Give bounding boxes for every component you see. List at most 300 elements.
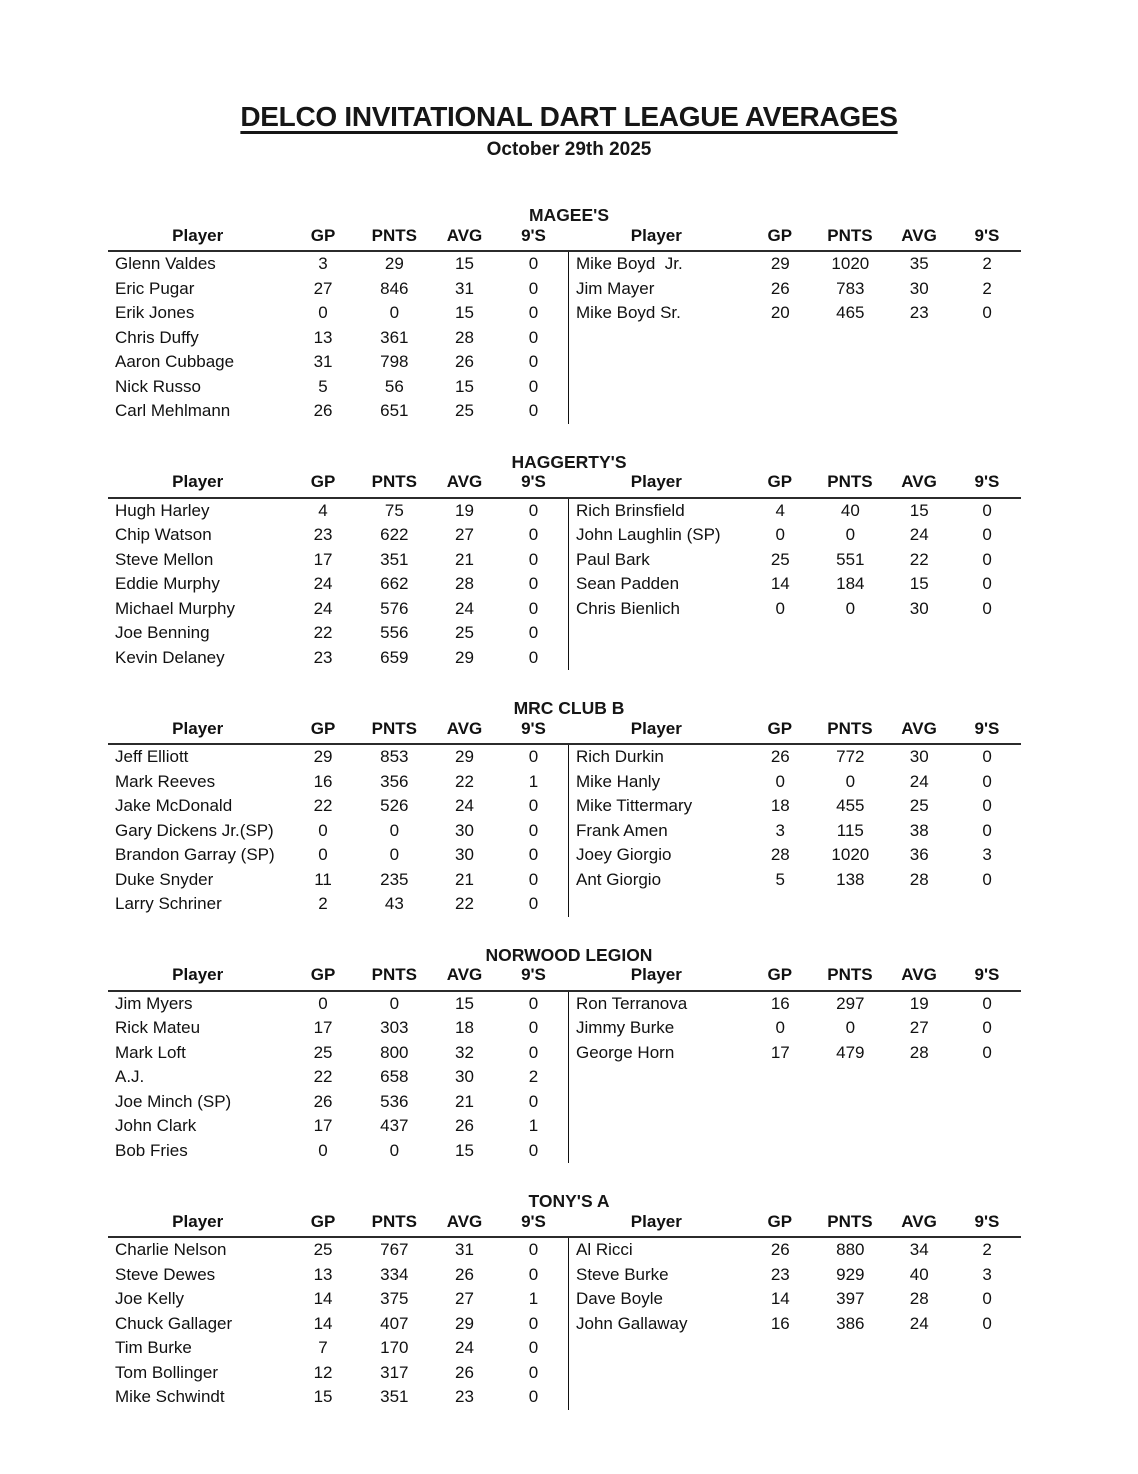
stat-pnts: 351	[380, 1387, 409, 1406]
player-name: Brandon Garray (SP)	[115, 845, 275, 864]
stat-9s: 2	[528, 1067, 539, 1086]
stat-pnts: 75	[384, 500, 404, 520]
stat-9s: 0	[982, 549, 992, 569]
stat-avg: 15	[455, 254, 474, 273]
player-row	[108, 301, 568, 326]
stat-pnts: 43	[384, 894, 404, 913]
player-row	[569, 868, 1021, 893]
stat-9s: 0	[528, 352, 539, 371]
stat-pnts: 407	[380, 1313, 409, 1333]
stat-avg: 15	[455, 1140, 474, 1160]
stat-pnts: 56	[384, 376, 404, 396]
stat-9s: 0	[982, 993, 992, 1013]
stat-pnts: 0	[389, 303, 400, 322]
column-header-player: Player	[630, 472, 682, 491]
column-header-9s: 9'S	[974, 965, 1000, 984]
stat-pnts: 0	[389, 845, 400, 864]
stat-pnts: 40	[840, 500, 860, 520]
player-name: Ron Terranova	[576, 993, 688, 1013]
stat-pnts: 375	[380, 1289, 409, 1308]
stat-pnts: 465	[836, 303, 865, 322]
player-name: Steve Mellon	[115, 549, 214, 569]
stat-pnts: 455	[836, 796, 865, 815]
stat-gp: 28	[770, 845, 790, 864]
player-name: Erik Jones	[115, 303, 195, 322]
stat-pnts: 170	[380, 1338, 409, 1357]
table-rows	[568, 252, 1021, 424]
stat-gp: 13	[313, 327, 333, 347]
stat-avg: 32	[455, 1042, 474, 1062]
table-header-row	[568, 225, 1021, 252]
left-table	[108, 1211, 568, 1410]
stat-avg: 22	[455, 894, 474, 913]
player-row	[108, 1263, 568, 1288]
player-row	[569, 1016, 1021, 1041]
stat-9s: 1	[528, 1289, 539, 1308]
stat-pnts: 1020	[831, 845, 870, 864]
stat-avg: 24	[455, 1338, 474, 1357]
stat-9s: 0	[528, 1018, 539, 1037]
stat-avg: 30	[909, 747, 929, 766]
stat-9s: 0	[528, 647, 539, 667]
table-rows	[568, 1238, 1021, 1410]
stat-9s: 0	[982, 525, 992, 544]
column-header-gp: GP	[310, 225, 336, 245]
stat-9s: 0	[528, 376, 539, 396]
player-row	[108, 1287, 568, 1312]
player-row	[108, 1065, 568, 1090]
stat-gp: 3	[318, 254, 328, 273]
stat-gp: 27	[313, 278, 333, 298]
player-name: Kevin Delaney	[115, 647, 225, 667]
stat-gp: 17	[313, 1116, 333, 1135]
stat-9s: 0	[528, 598, 539, 618]
table-rows	[568, 992, 1021, 1164]
player-row	[569, 745, 1021, 770]
player-name: A.J.	[115, 1067, 145, 1086]
stat-gp: 13	[313, 1264, 333, 1284]
stat-gp: 11	[314, 869, 332, 889]
player-name: Jim Mayer	[576, 278, 655, 298]
stat-9s: 3	[982, 1264, 992, 1284]
player-row	[108, 868, 568, 893]
player-name: Mike Boyd Sr.	[576, 303, 681, 322]
player-row	[108, 1090, 568, 1115]
stat-avg: 27	[455, 1289, 474, 1308]
stat-9s: 2	[982, 278, 992, 298]
player-name: Mike Schwindt	[115, 1387, 225, 1406]
stat-gp: 25	[313, 1240, 333, 1259]
player-name: Eric Pugar	[115, 278, 195, 298]
player-name: Sean Padden	[576, 574, 680, 593]
stat-avg: 28	[909, 1289, 929, 1308]
stat-pnts: 297	[836, 993, 865, 1013]
player-row	[108, 1385, 568, 1410]
player-name: Mike Boyd Jr.	[576, 254, 683, 273]
column-header-player: Player	[172, 965, 224, 984]
column-header-player: Player	[172, 472, 224, 491]
section-title: HAGGERTY'S	[511, 451, 627, 472]
stat-9s: 0	[528, 1264, 539, 1284]
stat-gp: 5	[318, 376, 328, 396]
player-row	[108, 277, 568, 302]
stat-pnts: 0	[389, 1140, 400, 1160]
averages-table	[108, 1211, 1021, 1410]
stat-9s: 0	[528, 327, 539, 347]
player-row	[569, 1312, 1021, 1337]
stat-9s: 0	[528, 845, 539, 864]
player-row	[108, 375, 568, 400]
player-name: Ant Giorgio	[576, 869, 662, 889]
stat-gp: 18	[770, 796, 790, 815]
stat-avg: 27	[909, 1018, 929, 1037]
stat-9s: 0	[982, 500, 992, 520]
stat-pnts: 29	[384, 254, 404, 273]
stat-gp: 14	[313, 1313, 333, 1333]
stat-9s: 0	[528, 796, 539, 815]
stat-pnts: 361	[380, 327, 409, 347]
table-rows	[108, 499, 568, 671]
stat-pnts: 479	[836, 1042, 865, 1062]
table-rows	[108, 992, 568, 1164]
player-row	[569, 770, 1021, 795]
player-row	[108, 1336, 568, 1361]
stat-9s: 0	[982, 303, 992, 322]
stat-9s: 0	[528, 401, 539, 420]
stat-9s: 0	[528, 869, 539, 889]
stat-pnts: 0	[845, 1018, 856, 1037]
stat-pnts: 0	[845, 598, 856, 618]
player-row	[569, 992, 1021, 1017]
column-header-avg: AVG	[446, 1211, 483, 1231]
stat-9s: 0	[982, 598, 992, 618]
stat-pnts: 622	[380, 525, 409, 544]
stat-avg: 36	[909, 845, 929, 864]
player-name: Joe Minch (SP)	[115, 1091, 232, 1111]
stat-avg: 35	[909, 254, 929, 273]
stat-avg: 15	[909, 574, 929, 593]
table-header-row	[108, 225, 568, 252]
column-header-player: Player	[630, 225, 682, 245]
stat-9s: 0	[982, 820, 992, 840]
stat-avg: 26	[455, 1264, 474, 1284]
stat-9s: 0	[528, 1338, 539, 1357]
league-section	[0, 206, 1138, 424]
column-header-gp: GP	[310, 1211, 336, 1231]
stat-avg: 22	[909, 549, 929, 569]
stat-avg: 31	[455, 1240, 474, 1259]
player-row	[569, 843, 1021, 868]
stat-gp: 26	[770, 278, 790, 298]
table-header-row	[108, 718, 568, 745]
stat-pnts: 853	[380, 747, 409, 766]
column-header-pnts: PNTS	[827, 472, 873, 491]
column-header-avg: AVG	[446, 718, 483, 738]
table-header-row	[108, 1211, 568, 1238]
stat-9s: 2	[982, 1240, 992, 1259]
right-table	[568, 1211, 1021, 1410]
column-header-avg: AVG	[901, 1211, 937, 1231]
player-name: Rick Mateu	[115, 1018, 201, 1037]
stat-pnts: 235	[380, 869, 409, 889]
column-header-avg: AVG	[901, 718, 937, 738]
stat-gp: 14	[770, 574, 790, 593]
stat-gp: 16	[770, 1313, 790, 1333]
averages-table	[108, 965, 1021, 1164]
player-row	[108, 1016, 568, 1041]
player-name: Joey Giorgio	[576, 845, 672, 864]
player-name: Hugh Harley	[115, 500, 210, 520]
stat-9s: 0	[528, 549, 539, 569]
stat-pnts: 800	[380, 1042, 409, 1062]
player-row	[108, 499, 568, 524]
player-row	[108, 1041, 568, 1066]
stat-9s: 0	[982, 1018, 992, 1037]
stat-gp: 26	[313, 1091, 333, 1111]
player-name: Joe Benning	[115, 623, 210, 642]
column-header-pnts: PNTS	[371, 472, 417, 491]
stat-gp: 24	[313, 598, 333, 618]
player-name: Chris Duffy	[115, 327, 199, 347]
player-row	[569, 1238, 1021, 1263]
column-header-player: Player	[172, 225, 224, 245]
column-header-9s: 9'S	[974, 1211, 1000, 1231]
stat-9s: 0	[982, 574, 992, 593]
averages-table	[108, 718, 1021, 917]
column-header-player: Player	[630, 718, 682, 738]
stat-avg: 21	[455, 549, 474, 569]
player-name: Mike Hanly	[576, 771, 661, 791]
player-row	[108, 326, 568, 351]
stat-9s: 1	[528, 1116, 539, 1135]
stat-avg: 25	[455, 623, 474, 642]
stat-avg: 25	[909, 796, 929, 815]
player-name: Tim Burke	[115, 1338, 192, 1357]
player-name: Eddie Murphy	[115, 574, 220, 593]
stat-avg: 29	[455, 647, 474, 667]
stat-avg: 24	[909, 771, 929, 791]
column-header-player: Player	[630, 965, 682, 984]
stat-9s: 0	[528, 1387, 539, 1406]
player-row	[108, 745, 568, 770]
player-name: Tom Bollinger	[115, 1362, 218, 1382]
table-header-row	[108, 965, 568, 992]
player-row	[569, 277, 1021, 302]
column-header-gp: GP	[310, 965, 336, 984]
player-name: Al Ricci	[576, 1240, 633, 1259]
column-header-avg: AVG	[901, 225, 937, 245]
stat-gp: 0	[318, 303, 328, 322]
player-name: Jake McDonald	[115, 796, 233, 815]
stat-avg: 28	[909, 869, 929, 889]
league-section	[0, 453, 1138, 671]
player-row	[108, 1114, 568, 1139]
column-header-gp: GP	[767, 1211, 793, 1231]
stat-9s: 0	[528, 894, 539, 913]
stat-9s: 1	[528, 771, 539, 791]
stat-gp: 2	[318, 894, 328, 913]
player-row	[108, 1312, 568, 1337]
stat-avg: 15	[455, 993, 474, 1013]
stat-gp: 25	[313, 1042, 333, 1062]
stat-gp: 0	[318, 845, 328, 864]
player-row	[108, 843, 568, 868]
stat-pnts: 846	[380, 278, 409, 298]
stat-pnts: 334	[380, 1264, 409, 1284]
player-row	[569, 499, 1021, 524]
stat-pnts: 0	[845, 771, 856, 791]
stat-pnts: 1020	[831, 254, 870, 273]
stat-pnts: 397	[836, 1289, 865, 1308]
stat-gp: 26	[313, 401, 333, 420]
stat-gp: 17	[313, 1018, 333, 1037]
player-row	[569, 252, 1021, 277]
stat-avg: 23	[455, 1387, 474, 1406]
column-header-pnts: PNTS	[371, 225, 417, 245]
player-name: Michael Murphy	[115, 598, 235, 618]
stat-gp: 25	[770, 549, 790, 569]
stat-pnts: 556	[380, 623, 409, 642]
left-table	[108, 718, 568, 917]
stat-avg: 19	[909, 993, 929, 1013]
player-row	[108, 1238, 568, 1263]
table-header-row	[568, 1211, 1021, 1238]
player-row	[569, 1041, 1021, 1066]
stat-avg: 30	[909, 278, 929, 298]
player-row	[569, 597, 1021, 622]
stat-gp: 15	[313, 1387, 333, 1406]
table-header-row	[568, 718, 1021, 745]
stat-pnts: 386	[836, 1313, 865, 1333]
player-row	[569, 572, 1021, 597]
table-rows	[108, 1238, 568, 1410]
player-row	[569, 548, 1021, 573]
stat-9s: 0	[528, 254, 539, 273]
stat-avg: 26	[455, 1116, 474, 1135]
stat-avg: 26	[455, 1362, 474, 1382]
column-header-pnts: PNTS	[827, 225, 873, 245]
stat-gp: 4	[318, 500, 328, 520]
stat-pnts: 767	[380, 1240, 409, 1259]
column-header-gp: GP	[767, 225, 793, 245]
table-header-row	[568, 472, 1021, 499]
player-name: Jim Myers	[115, 993, 193, 1013]
column-header-9s: 9'S	[521, 965, 546, 984]
section-title: TONY'S A	[528, 1191, 610, 1211]
stat-9s: 0	[528, 1042, 539, 1062]
column-header-gp: GP	[767, 472, 793, 491]
page-title: DELCO INVITATIONAL DART LEAGUE AVERAGES	[240, 101, 898, 132]
stat-gp: 7	[318, 1338, 328, 1357]
stat-9s: 0	[982, 796, 992, 815]
column-header-avg: AVG	[901, 472, 937, 491]
stat-gp: 16	[313, 771, 333, 791]
player-name: Nick Russo	[115, 376, 201, 396]
stat-avg: 34	[909, 1240, 929, 1259]
page-date: October 29th 2025	[486, 139, 652, 160]
stat-avg: 24	[455, 796, 474, 815]
player-name: John Clark	[115, 1116, 197, 1135]
player-name: Chuck Gallager	[115, 1313, 233, 1333]
section-title: NORWOOD LEGION	[485, 944, 653, 965]
column-header-player: Player	[172, 1211, 224, 1231]
stat-pnts: 184	[836, 574, 865, 593]
player-name: Rich Brinsfield	[576, 500, 685, 520]
player-name: Jeff Elliott	[115, 747, 189, 766]
stat-avg: 24	[909, 1313, 929, 1333]
stat-9s: 0	[528, 820, 539, 840]
stat-pnts: 662	[380, 574, 409, 593]
column-header-9s: 9'S	[521, 1211, 546, 1231]
player-name: Rich Durkin	[576, 747, 664, 766]
player-name: John Gallaway	[576, 1313, 688, 1333]
stat-pnts: 772	[836, 747, 865, 766]
stat-gp: 23	[313, 525, 333, 544]
stat-avg: 21	[455, 869, 474, 889]
section-title: MAGEE'S	[528, 205, 609, 225]
stat-pnts: 551	[836, 549, 865, 569]
column-header-pnts: PNTS	[371, 1211, 417, 1231]
stat-pnts: 0	[389, 993, 400, 1013]
player-name: Joe Kelly	[115, 1289, 184, 1308]
column-header-player: Player	[630, 1211, 682, 1231]
stat-9s: 0	[528, 1362, 539, 1382]
stat-pnts: 356	[380, 771, 409, 791]
league-section	[0, 946, 1138, 1164]
stat-gp: 0	[318, 993, 328, 1013]
column-header-pnts: PNTS	[371, 965, 417, 984]
column-header-pnts: PNTS	[827, 965, 873, 984]
player-name: Larry Schriner	[115, 894, 222, 913]
player-row	[108, 621, 568, 646]
stat-9s: 0	[528, 993, 539, 1013]
column-header-player: Player	[172, 718, 224, 738]
player-row	[569, 523, 1021, 548]
stat-9s: 0	[982, 869, 992, 889]
player-name: Mark Reeves	[115, 771, 216, 791]
table-header-row	[108, 472, 568, 499]
column-header-avg: AVG	[446, 965, 483, 984]
stat-gp: 5	[775, 869, 786, 889]
stat-gp: 17	[313, 549, 333, 569]
player-name: Carl Mehlmann	[115, 401, 231, 420]
stat-gp: 0	[318, 1140, 328, 1160]
stat-gp: 0	[318, 820, 328, 840]
column-header-9s: 9'S	[521, 472, 546, 491]
right-table	[568, 718, 1021, 917]
stat-pnts: 351	[380, 549, 409, 569]
right-table	[568, 472, 1021, 671]
stat-gp: 22	[313, 796, 333, 815]
column-header-avg: AVG	[446, 225, 483, 245]
player-row	[108, 597, 568, 622]
stat-pnts: 536	[380, 1091, 409, 1111]
stat-gp: 31	[313, 352, 333, 371]
stat-avg: 19	[455, 500, 474, 520]
stat-avg: 22	[455, 771, 474, 791]
stat-9s: 0	[982, 1289, 992, 1308]
averages-table	[108, 225, 1021, 424]
player-row	[569, 794, 1021, 819]
stat-avg: 30	[455, 845, 474, 864]
column-header-avg: AVG	[901, 965, 937, 984]
player-row	[108, 794, 568, 819]
stat-9s: 0	[528, 1240, 539, 1259]
player-name: Paul Bark	[576, 549, 650, 569]
stat-avg: 15	[909, 500, 929, 520]
stat-pnts: 659	[380, 647, 409, 667]
stat-pnts: 0	[389, 820, 400, 840]
